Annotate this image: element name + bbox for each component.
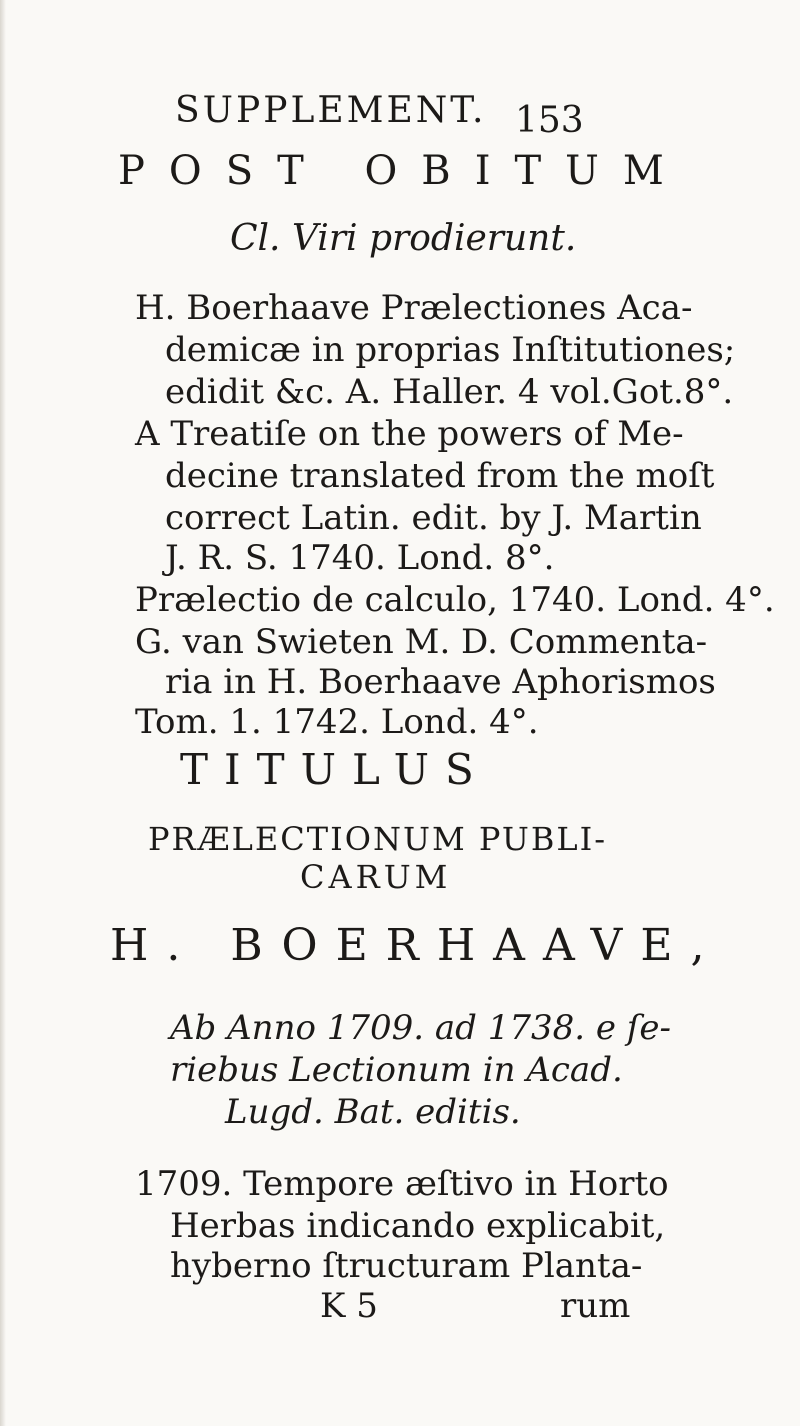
entry-line: J. R. S. 1740. Lond. 8°.	[165, 538, 555, 578]
section-heading-titulus: TITULUS	[180, 745, 490, 794]
section-subheading: Cl. Viri prodierunt.	[230, 218, 577, 259]
signature-mark: K 5	[320, 1286, 378, 1326]
entry-line: Tom. 1. 1742. Lond. 4°.	[135, 702, 539, 742]
intro-line: Lugd. Bat. editis.	[225, 1092, 521, 1132]
body-line: hyberno ſtructuram Planta-	[170, 1246, 643, 1286]
intro-line: Ab Anno 1709. ad 1738. e ſe-	[170, 1008, 672, 1048]
page-edge-shadow	[0, 0, 6, 1426]
entry-line: decine translated from the moſt	[165, 456, 715, 496]
author-name: H. BOERHAAVE,	[110, 920, 723, 971]
entry-line: edidit &c. A. Haller. 4 vol.Got.8°.	[165, 372, 734, 412]
entry-line: A Treatiſe on the powers of Me-	[135, 414, 684, 454]
entry-line: correct Latin. edit. by J. Martin	[165, 498, 702, 538]
page-number: 153	[515, 100, 584, 141]
body-line: 1709. Tempore æſtivo in Horto	[135, 1164, 669, 1204]
running-head: SUPPLEMENT.	[175, 90, 487, 131]
entry-line: H. Boerhaave Prælectiones Aca-	[135, 288, 693, 328]
section-subheading-line: PRÆLECTIONUM PUBLI-	[148, 820, 608, 858]
entry-line: ria in H. Boerhaave Aphorismos	[165, 662, 716, 702]
section-heading-post-obitum: POST OBITUM	[118, 148, 688, 194]
intro-line: riebus Lectionum in Acad.	[170, 1050, 623, 1090]
section-subheading-line: CARUM	[300, 858, 452, 896]
entry-line: G. van Swieten M. D. Commenta-	[135, 622, 708, 662]
catchword: rum	[560, 1286, 631, 1326]
entry-line: demicæ in proprias Inſtitutiones;	[165, 330, 736, 370]
entry-line: Prælectio de calculo, 1740. Lond. 4°.	[135, 580, 775, 620]
body-line: Herbas indicando explicabit,	[170, 1206, 666, 1246]
